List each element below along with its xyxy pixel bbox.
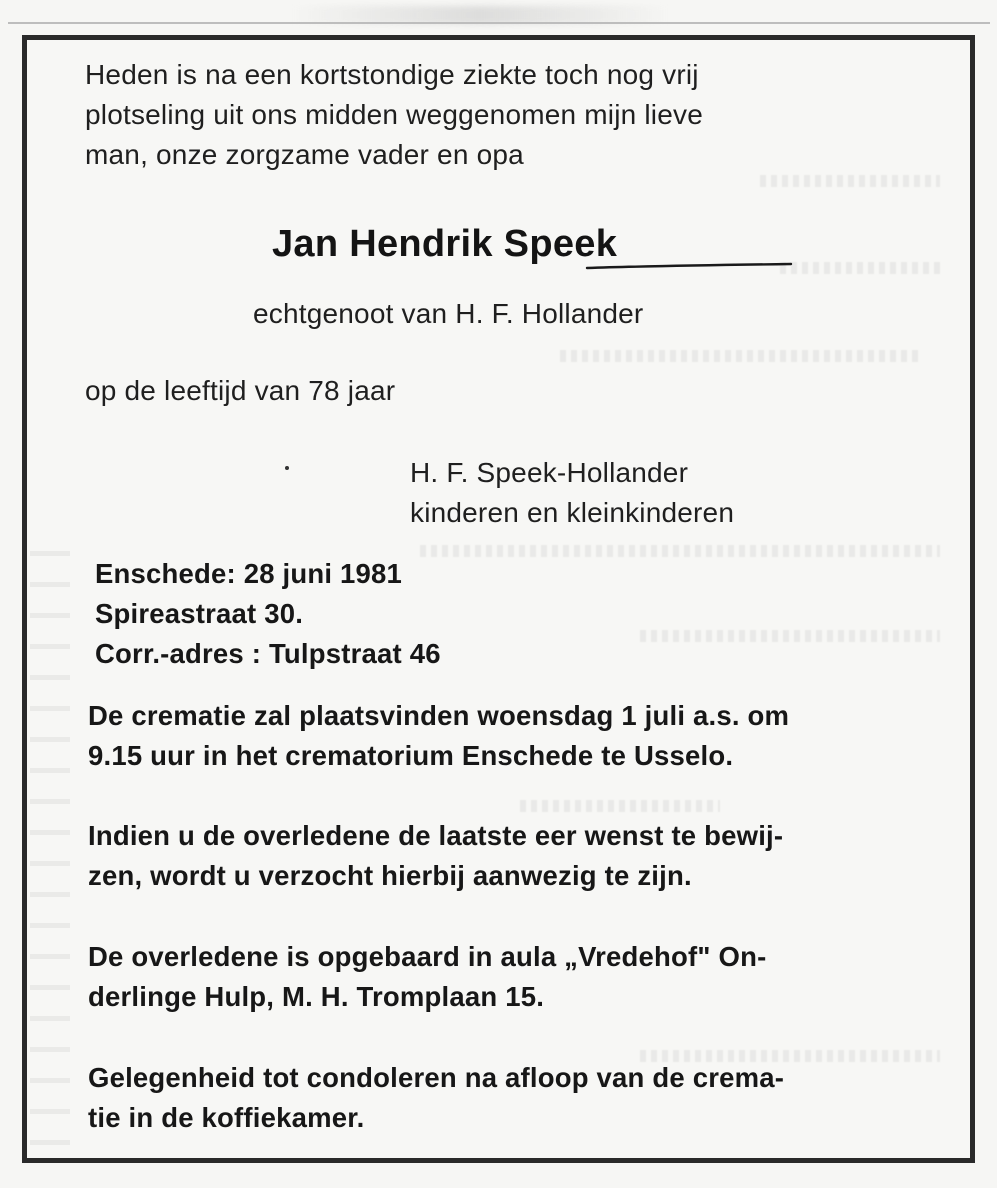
- intro-line-2: plotseling uit ons midden weggenomen mijn lieve: [85, 99, 703, 130]
- cremation-line-1: De crematie zal plaatsvinden woensdag 1 juli a.s. om: [88, 700, 790, 731]
- scan-top-rule: [8, 22, 990, 24]
- respects-line-2: zen, wordt u verzocht hierbij aanwezig te zijn.: [88, 860, 692, 891]
- bleed-through-text: [560, 350, 920, 362]
- laid-out-line-1: De overledene is opgebaard in aula „Vredehof" On-: [88, 941, 767, 972]
- address-line-1: Enschede: 28 juni 1981: [95, 558, 403, 589]
- respects-line-1: Indien u de overledene de laatste eer wenst te bewij-: [88, 820, 784, 851]
- signatory-line-1: H. F. Speek-Hollander: [410, 457, 689, 488]
- print-speck: [285, 466, 289, 470]
- intro-line-1: Heden is na een kortstondige ziekte toch nog vrij: [85, 59, 699, 90]
- intro-line-3: man, onze zorgzame vader en opa: [85, 139, 524, 170]
- age-line: op de leeftijd van 78 jaar: [85, 375, 396, 406]
- laid-out-line-2: derlinge Hulp, M. H. Tromplaan 15.: [88, 981, 545, 1012]
- bleed-through-text: [640, 630, 940, 642]
- bleed-through-text: [780, 262, 940, 274]
- bleed-through-text: [760, 175, 940, 187]
- condolences-line-2: tie in de koffiekamer.: [88, 1102, 365, 1133]
- cremation-line-2: 9.15 uur in het crematorium Enschede te Usselo.: [88, 740, 734, 771]
- bleed-through-margin: [30, 545, 70, 1145]
- signatory-line-2: kinderen en kleinkinderen: [410, 497, 735, 528]
- condolences-line-1: Gelegenheid tot condoleren na afloop van de crema-: [88, 1062, 785, 1093]
- spouse-line: echtgenoot van H. F. Hollander: [253, 298, 644, 329]
- address-line-3: Corr.-adres : Tulpstraat 46: [95, 638, 441, 669]
- address-line-2: Spireastraat 30.: [95, 598, 304, 629]
- deceased-name: Jan Hendrik Speek: [272, 223, 618, 265]
- name-underline: [585, 262, 793, 272]
- bleed-through-text: [420, 545, 940, 557]
- bleed-through-text: [520, 800, 720, 812]
